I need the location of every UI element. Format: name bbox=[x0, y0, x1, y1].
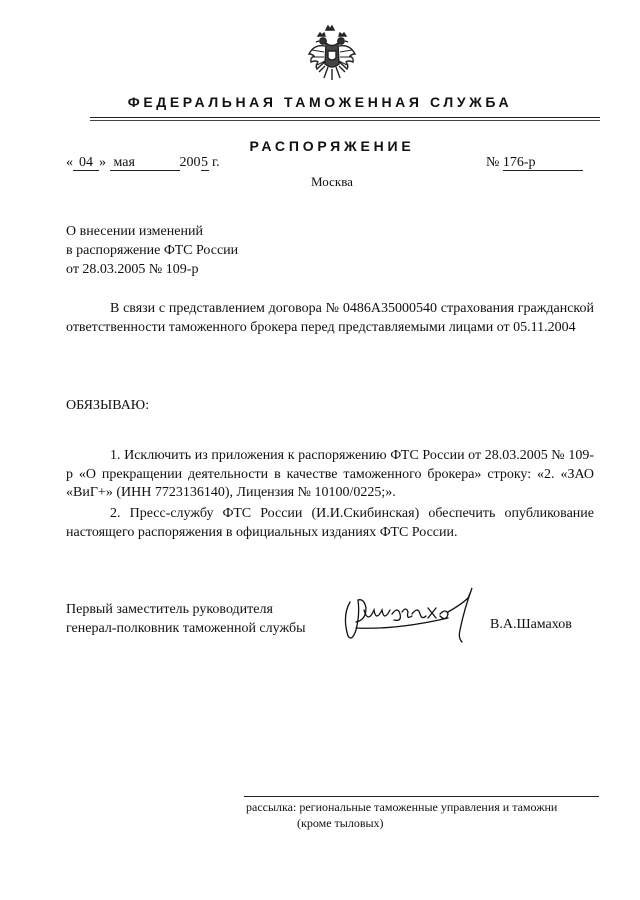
signatory-position bbox=[66, 600, 305, 638]
header-rule-bottom bbox=[90, 120, 600, 121]
date-open-quote: « bbox=[66, 155, 73, 170]
date-month: мая bbox=[110, 155, 180, 171]
agency-name: ФЕДЕРАЛЬНАЯ ТАМОЖЕННАЯ СЛУЖБА bbox=[127, 94, 513, 110]
document-number bbox=[486, 155, 583, 171]
document-city: Москва bbox=[311, 174, 353, 189]
subject-line-2: в распоряжение ФТС России bbox=[66, 243, 239, 258]
number-prefix: № bbox=[486, 155, 500, 170]
order-word: ОБЯЗЫВАЮ: bbox=[66, 398, 150, 413]
subject-line-1: О внесении изменений bbox=[66, 224, 203, 239]
date-year-suffix: г. bbox=[212, 155, 220, 170]
document-subject bbox=[66, 222, 238, 279]
date-year-digit: 5 bbox=[201, 155, 208, 170]
distribution-rule bbox=[244, 796, 599, 797]
distribution-line-2: (кроме тыловых) bbox=[297, 816, 384, 830]
position-line-1: Первый заместитель руководителя bbox=[66, 602, 273, 617]
document-date bbox=[66, 155, 220, 171]
number-value: 176-р bbox=[503, 155, 583, 171]
subject-line-3: от 28.03.2005 № 109-р bbox=[66, 262, 199, 277]
signatory-name: В.А.Шамахов bbox=[490, 617, 572, 632]
emblem-icon bbox=[306, 24, 358, 84]
handwritten-signature bbox=[336, 580, 484, 650]
document-title: РАСПОРЯЖЕНИЕ bbox=[249, 138, 415, 154]
position-line-2: генерал-полковник таможенной службы bbox=[66, 621, 306, 636]
date-year-prefix: 200 bbox=[179, 155, 201, 170]
header-rule-top bbox=[90, 117, 600, 118]
preamble-paragraph: В связи с представлением договора № 0486A35000540 страхования гражданской ответственности таможенного брокера перед представляемыми лицами от 05.11.2004 bbox=[66, 301, 594, 335]
order-item-2: 2. Пресс-службу ФТС России (И.И.Скибинская) обеспечить опубликование настоящего распоряжения в официальных изданиях ФТС России. bbox=[66, 506, 594, 540]
distribution-line-1: рассылка: региональные таможенные управления и таможни bbox=[246, 800, 558, 814]
date-day: 04 bbox=[73, 155, 99, 171]
date-close-quote: » bbox=[99, 155, 106, 170]
order-item-1: 1. Исключить из приложения к распоряжению ФТС России от 28.03.2005 № 109-р «О прекращении деятельности в качестве таможенного брокера» строку: «2. «ЗАО «ВиГ+» (ИНН 7723136140), Лицензия № 10100/0225;». bbox=[66, 448, 594, 500]
